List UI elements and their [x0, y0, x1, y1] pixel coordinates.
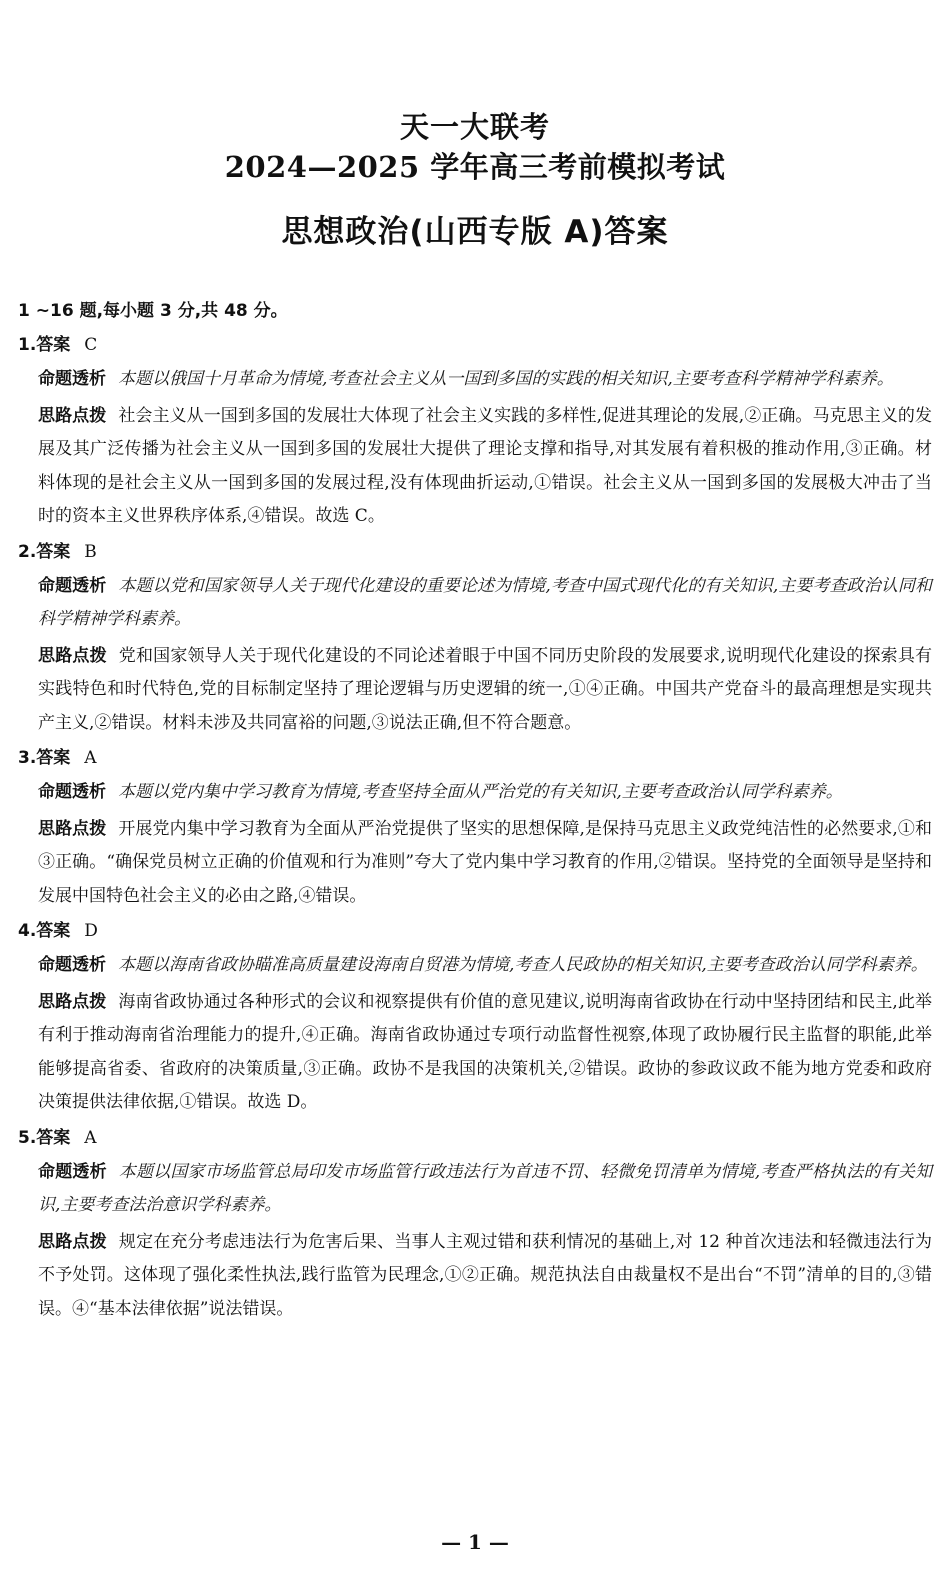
- analysis-text: 本题以党和国家领导人关于现代化建设的重要论述为情境,考查中国式现代化的有关知识,主要考查政治认同和科学精神学科素养。: [38, 575, 932, 629]
- question-heading: [18, 743, 932, 776]
- page-number: — 1 —: [441, 1530, 509, 1554]
- analysis-label: 命题透析: [38, 782, 106, 802]
- question-3: [18, 743, 932, 913]
- analysis-label: 命题透析: [38, 369, 106, 389]
- analysis-text: 本题以俄国十月革命为情境,考查社会主义从一国到多国的实践的相关知识,主要考查科学精神学科素养。: [118, 369, 894, 389]
- answer-label: 答案: [36, 921, 71, 941]
- question-1: [18, 330, 932, 534]
- answer-choice: D: [84, 921, 98, 941]
- question-heading: [18, 1123, 932, 1156]
- answer-choice: B: [84, 541, 97, 562]
- solution-text: 社会主义从一国到多国的发展壮大体现了社会主义实践的多样性,促进其理论的发展,②正确。马克思主义的发展及其广泛传播为社会主义从一国到多国的发展壮大提供了理论支撑和指导,对其发展有着积极的推动作用,③正确。材料体现的是社会主义从一国到多国的发展过程,没有体现曲折运动,①错误。社会主义从一国到多国的发展极大冲击了当时的资本主义世界秩序体系,④错误。故选 C。: [38, 405, 932, 526]
- solution-paragraph: [38, 986, 932, 1120]
- answer-content: [18, 296, 932, 1329]
- analysis-paragraph: [38, 776, 932, 810]
- analysis-text: 本题以海南省政协瞄准高质量建设海南自贸港为情境,考查人民政协的相关知识,主要考查政治认同学科素养。: [118, 955, 928, 975]
- section-intro: 1 ~16 题,每小题 3 分,共 48 分。: [18, 301, 288, 321]
- subject-title: 思想政治(山西专版 A)答案: [281, 214, 669, 250]
- analysis-label: 命题透析: [38, 1161, 107, 1182]
- solution-text: 党和国家领导人关于现代化建设的不同论述着眼于中国不同历史阶段的发展要求,说明现代化建设的探索具有实践特色和时代特色,党的目标制定坚持了理论逻辑与历史逻辑的统一,①④正确。中国共产党奋斗的最高理想是实现共产主义,②错误。材料未涉及共同富裕的问题,③说法正确,但不符合题意。: [38, 645, 933, 733]
- solution-text: 规定在充分考虑违法行为危害后果、当事人主观过错和获利情况的基础上,对 12 种首次违法和轻微违法行为不予处罚。这体现了强化柔性执法,践行监管为民理念,①②正确。规范执法自由裁量权不是出台“不罚”清单的目的,③错误。④“基本法律依据”说法错误。: [38, 1231, 932, 1319]
- question-number: 2.: [18, 541, 37, 562]
- solution-text: 开展党内集中学习教育为全面从严治党提供了坚实的思想保障,是保持马克思主义政党纯洁性的必然要求,①和③正确。“确保党员树立正确的价值观和行为准则”夸大了党内集中学习教育的作用,②错误。坚持党的全面领导是坚持和发展中国特色社会主义的必由之路,④错误。: [38, 818, 932, 906]
- solution-paragraph: [38, 640, 932, 741]
- organization-title: 天一大联考: [399, 110, 550, 144]
- solution-label: 思路点拨: [38, 818, 107, 839]
- solution-paragraph: [38, 1226, 932, 1327]
- solution-text: 海南省政协通过各种形式的会议和视察提供有价值的意见建议,说明海南省政协在行动中坚持团结和民主,此举有利于推动海南省治理能力的提升,④正确。海南省政协通过专项行动监督性视察,体现了政协履行民主监督的职能,此举能够提高省委、省政府的决策质量,③正确。政协不是我国的决策机关,②错误。政协的参政议政不能为地方党委和政府决策提供法律依据,①错误。故选 D。: [38, 991, 932, 1112]
- question-heading: [18, 330, 932, 363]
- solution-label: 思路点拨: [38, 645, 107, 666]
- analysis-label: 命题透析: [38, 575, 107, 596]
- question-heading: [18, 916, 932, 949]
- answer-label: 答案: [36, 541, 71, 562]
- document-header: [0, 108, 950, 252]
- analysis-paragraph: [38, 570, 932, 637]
- question-4: [18, 916, 932, 1120]
- solution-paragraph: [38, 813, 932, 914]
- analysis-text: 本题以国家市场监管总局印发市场监管行政违法行为首违不罚、轻微免罚清单为情境,考查严格执法的有关知识,主要考查法治意识学科素养。: [38, 1161, 933, 1215]
- question-2: [18, 537, 932, 741]
- analysis-paragraph: [38, 949, 932, 983]
- analysis-paragraph: [38, 363, 932, 397]
- answer-label: 答案: [36, 1127, 71, 1148]
- question-number: 3.: [18, 748, 37, 768]
- answer-choice: C: [84, 335, 98, 355]
- analysis-label: 命题透析: [38, 955, 106, 975]
- question-number: 5.: [18, 1127, 37, 1148]
- solution-label: 思路点拨: [38, 1231, 107, 1252]
- question-heading: [18, 537, 932, 570]
- answer-choice: A: [84, 748, 97, 768]
- question-5: [18, 1123, 932, 1327]
- answer-label: 答案: [36, 748, 71, 768]
- exam-title: 2024—2025 学年高三考前模拟考试: [224, 150, 726, 184]
- question-number: 1.: [18, 335, 37, 355]
- analysis-text: 本题以党内集中学习教育为情境,考查坚持全面从严治党的有关知识,主要考查政治认同学科素养。: [118, 782, 843, 802]
- analysis-paragraph: [38, 1156, 932, 1223]
- solution-label: 思路点拨: [38, 405, 107, 426]
- question-number: 4.: [18, 921, 37, 941]
- answer-label: 答案: [36, 335, 71, 355]
- answer-choice: A: [84, 1127, 97, 1148]
- solution-paragraph: [38, 400, 932, 534]
- solution-label: 思路点拨: [38, 991, 107, 1012]
